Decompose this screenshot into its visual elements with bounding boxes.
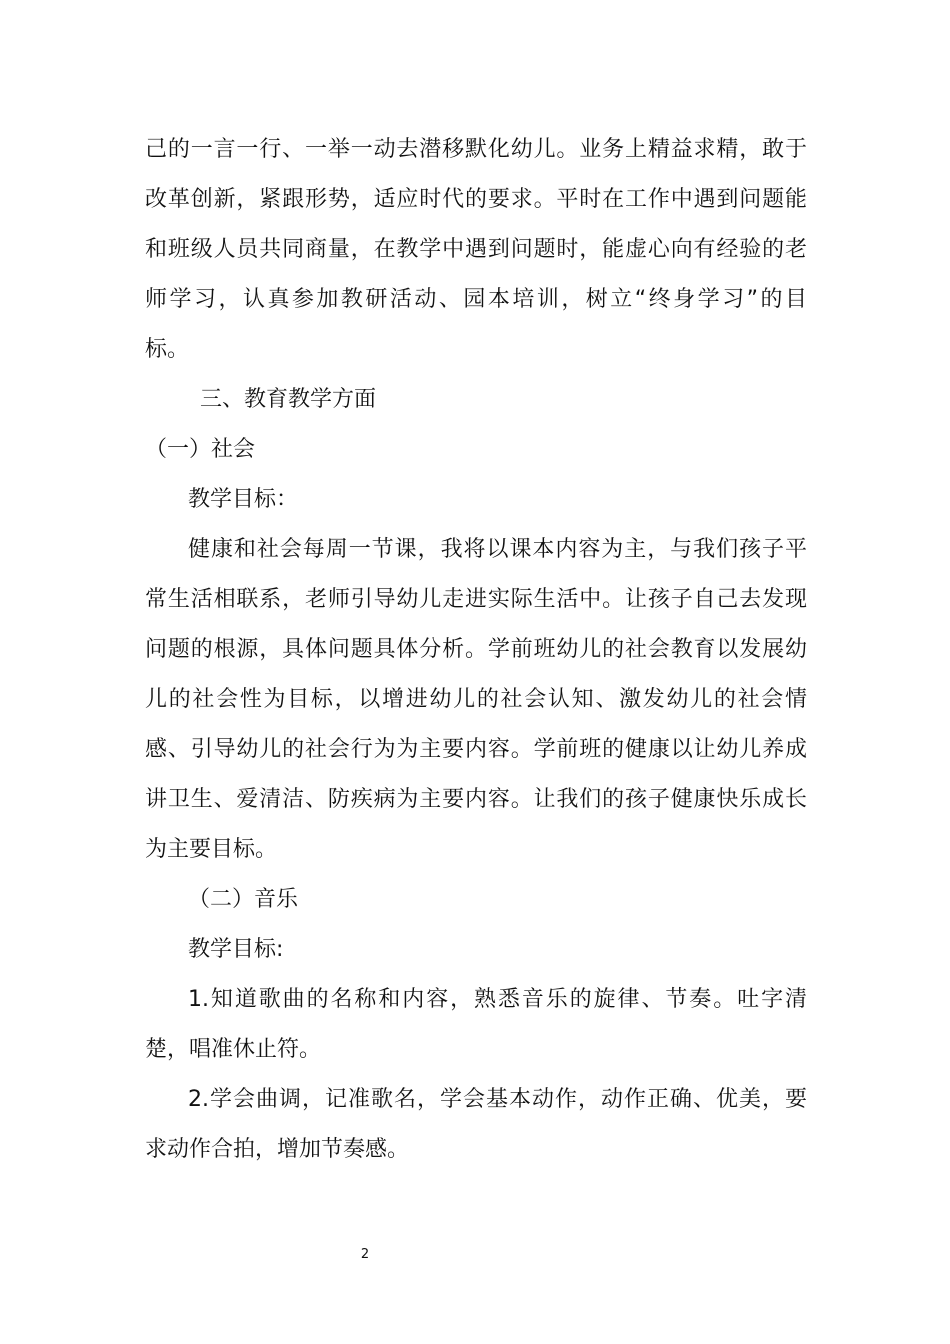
text-line: 常生活相联系，老师引导幼儿走进实际生活中。让孩子自己去发现 <box>145 587 807 612</box>
text-line: 健康和社会每周一节课，我将以课本内容为主，与我们孩子平 <box>188 537 807 562</box>
list-item: 2.学会曲调，记准歌名，学会基本动作，动作正确、优美，要 <box>188 1087 807 1112</box>
text-line: 为主要目标。 <box>145 837 278 862</box>
text-line: 改革创新，紧跟形势，适应时代的要求。平时在工作中遇到问题能 <box>145 187 807 212</box>
subsection-heading: （二）音乐 <box>188 887 299 912</box>
text-line: 和班级人员共同商量，在教学中遇到问题时，能虚心向有经验的老 <box>145 237 807 262</box>
text-line: 感、引导幼儿的社会行为为主要内容。学前班的健康以让幼儿养成 <box>145 737 807 762</box>
text-line: 儿的社会性为目标，以增进幼儿的社会认知、激发幼儿的社会情 <box>145 687 807 712</box>
text-line: 求动作合拍，增加节奏感。 <box>145 1137 410 1162</box>
subsection-heading: （一）社会 <box>145 437 256 462</box>
subsection-label: 教学目标: <box>188 937 284 962</box>
text-line: 问题的根源，具体问题具体分析。学前班幼儿的社会教育以发展幼 <box>145 637 807 662</box>
text-line: 楚，唱准休止符。 <box>145 1037 322 1062</box>
text-line: 师学习，认真参加教研活动、园本培训，树立“终身学习”的目 <box>145 287 807 312</box>
section-heading: 三、教育教学方面 <box>200 387 377 412</box>
page-number: 2 <box>360 1247 370 1262</box>
list-item: 1.知道歌曲的名称和内容，熟悉音乐的旋律、节奏。吐字清 <box>188 987 807 1012</box>
text-line: 讲卫生、爱清洁、防疾病为主要内容。让我们的孩子健康快乐成长 <box>145 787 807 812</box>
text-line: 己的一言一行、一举一动去潜移默化幼儿。业务上精益求精，敢于 <box>145 137 807 162</box>
subsection-label: 教学目标： <box>188 487 299 512</box>
text-line: 标。 <box>145 337 190 362</box>
